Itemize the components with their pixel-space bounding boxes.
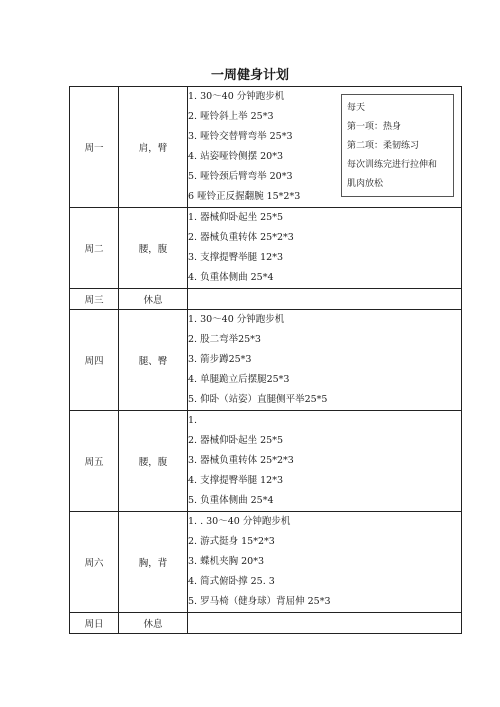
exercise-item: 3. 蝶机夹胸 20*3 [188, 556, 264, 567]
table-row [70, 411, 462, 512]
day-cell: 周日 [70, 613, 119, 634]
exercise-item: 1. 30～40 分钟跑步机 [188, 91, 285, 102]
exercise-item: 5. 罗马椅（健身球）背屈伸 25*3 [188, 596, 331, 607]
note-line: 第一项：热身 [347, 122, 402, 132]
exercise-cell [188, 411, 462, 512]
exercise-item: 4. 站姿哑铃侧摆 20*3 [188, 151, 283, 162]
daily-note-box [341, 94, 454, 197]
exercise-item: 2. 股二弯举25*3 [188, 334, 261, 345]
note-line: 第二项：柔韧练习 [347, 141, 420, 151]
exercise-cell [188, 289, 462, 310]
body-part-cell: 腰，腹 [119, 208, 188, 289]
table-row [70, 87, 462, 208]
exercise-item: 4. 简式俯卧撑 25. 3 [188, 576, 275, 587]
body-part-cell: 腿、臀 [119, 310, 188, 411]
exercise-cell [188, 512, 462, 613]
note-line: 每次训练完进行拉伸和 [347, 160, 438, 170]
body-part-cell: 腰，腹 [119, 411, 188, 512]
exercise-item: 1. [188, 415, 198, 426]
exercise-item: 2. 哑铃斜上举 25*3 [188, 111, 274, 122]
exercise-item: 5. 负重体侧曲 25*4 [188, 495, 274, 506]
exercise-item: 2. 器械负重转体 25*2*3 [188, 232, 294, 243]
exercise-item: 1. 30～40 分钟跑步机 [188, 314, 285, 325]
exercise-item: 4. 支撑提臀举腿 12*3 [188, 475, 283, 486]
day-cell: 周四 [70, 310, 119, 411]
day-cell: 周五 [70, 411, 119, 512]
body-part-cell: 休息 [119, 289, 188, 310]
table-row [70, 512, 462, 613]
exercise-item: 1. . 30～40 分钟跑步机 [188, 516, 291, 527]
day-cell: 周三 [70, 289, 119, 310]
day-cell: 周一 [70, 87, 119, 208]
workout-table [69, 86, 462, 634]
day-cell: 周二 [70, 208, 119, 289]
exercise-item: 6 哑铃正反握翻腕 15*2*3 [188, 191, 301, 202]
table-row [70, 613, 462, 634]
body-part-cell: 肩，臂 [119, 87, 188, 208]
note-line: 每天 [347, 103, 366, 113]
exercise-cell [188, 208, 462, 289]
exercise-item: 2. 器械仰卧起坐 25*5 [188, 435, 283, 446]
exercise-item: 3. 器械负重转体 25*2*3 [188, 455, 294, 466]
exercise-item: 1. 器械仰卧起坐 25*5 [188, 212, 283, 223]
exercise-item: 4. 单腿跪立后摆腿25*3 [188, 374, 290, 385]
note-line: 肌肉放松 [347, 179, 384, 189]
page-title: 一周健身计划 [210, 68, 289, 83]
exercise-item: 5. 哑铃颈后臂弯举 20*3 [188, 171, 293, 182]
body-part-cell: 胸，背 [119, 512, 188, 613]
exercise-cell [188, 310, 462, 411]
exercise-item: 2. 游式挺身 15*2*3 [188, 536, 275, 547]
table-row [70, 310, 462, 411]
exercise-item: 3. 箭步蹲25*3 [188, 354, 252, 365]
table-row [70, 208, 462, 289]
exercise-cell [188, 613, 462, 634]
exercise-item: 3. 支撑提臀举腿 12*3 [188, 252, 283, 263]
table-row [70, 289, 462, 310]
day-cell: 周六 [70, 512, 119, 613]
exercise-cell [188, 87, 462, 208]
body-part-cell: 休息 [119, 613, 188, 634]
exercise-item: 4. 负重体侧曲 25*4 [188, 272, 274, 283]
exercise-item: 5. 仰卧（站姿）直腿侧平举25*5 [188, 394, 328, 405]
exercise-item: 3. 哑铃交替臂弯举 25*3 [188, 131, 293, 142]
